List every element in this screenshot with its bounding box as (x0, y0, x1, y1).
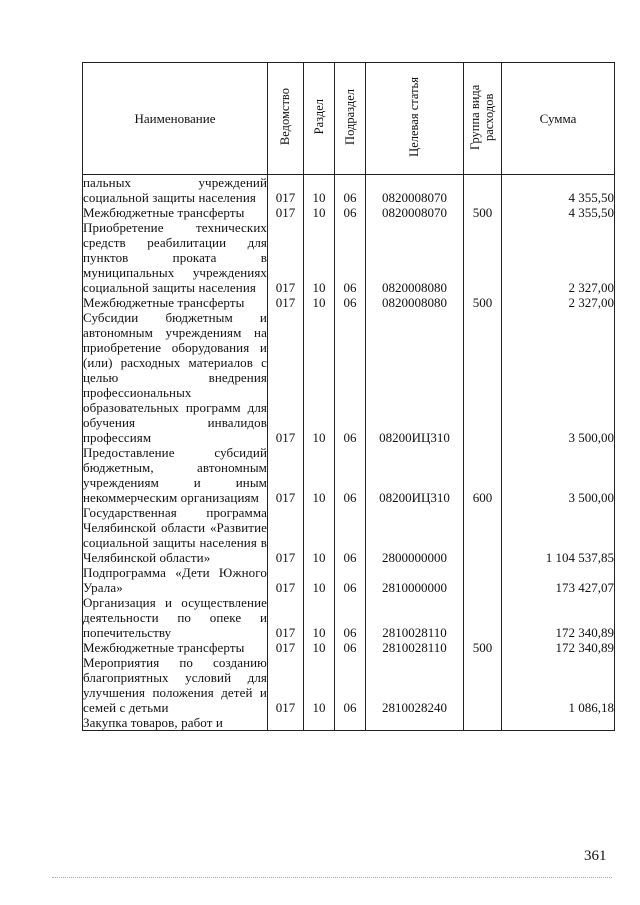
table-header (83, 63, 615, 175)
cell-razdel: 10 (304, 505, 335, 565)
cell-podrazdel: 06 (335, 565, 366, 595)
cell-vedomstvo: 017 (268, 505, 304, 565)
cell-expense-group (464, 220, 502, 295)
cell-razdel: 10 (304, 655, 335, 715)
cell-razdel: 10 (304, 565, 335, 595)
table-row (83, 445, 615, 505)
cell-podrazdel: 06 (335, 310, 366, 445)
cell-vedomstvo: 017 (268, 310, 304, 445)
cell-empty (464, 715, 502, 731)
cell-name: Межбюджетные трансферты (83, 640, 268, 655)
cell-vedomstvo: 017 (268, 295, 304, 310)
table-row (83, 175, 615, 206)
cell-name: Межбюджетные трансферты (83, 295, 268, 310)
cell-name: Закупка товаров, работ и (83, 715, 268, 731)
header-razdel: Раздел (304, 63, 335, 175)
cell-vedomstvo: 017 (268, 445, 304, 505)
cell-podrazdel: 06 (335, 640, 366, 655)
cell-target-article: 2810028110 (366, 595, 464, 640)
cell-empty (502, 715, 615, 731)
footer-divider (52, 877, 612, 878)
cell-razdel: 10 (304, 640, 335, 655)
header-vedomstvo: Ведомство (268, 63, 304, 175)
cell-empty (335, 715, 366, 731)
cell-expense-group (464, 655, 502, 715)
cell-sum: 2 327,00 (502, 220, 615, 295)
cell-empty (366, 715, 464, 731)
cell-podrazdel: 06 (335, 175, 366, 206)
cell-target-article: 0820008080 (366, 220, 464, 295)
cell-expense-group: 500 (464, 205, 502, 220)
cell-expense-group: 500 (464, 640, 502, 655)
table-row (83, 310, 615, 445)
table-row (83, 595, 615, 640)
cell-sum: 172 340,89 (502, 640, 615, 655)
cell-podrazdel: 06 (335, 445, 366, 505)
cell-podrazdel: 06 (335, 220, 366, 295)
cell-name: Государственная программа Челябинской области «Развитие социальной защиты населения в Челябинской области» (83, 505, 267, 565)
cell-target-article: 0820008070 (366, 205, 464, 220)
cell-target-article: 08200ИЦ310 (366, 445, 464, 505)
cell-expense-group (464, 565, 502, 595)
page-number: 361 (584, 848, 607, 864)
cell-vedomstvo: 017 (268, 595, 304, 640)
cell-razdel: 10 (304, 310, 335, 445)
cell-vedomstvo: 017 (268, 220, 304, 295)
cell-expense-group (464, 175, 502, 206)
cell-target-article: 2810028240 (366, 655, 464, 715)
table-row (83, 205, 615, 220)
cell-sum: 4 355,50 (502, 175, 615, 206)
cell-podrazdel: 06 (335, 655, 366, 715)
cell-expense-group (464, 595, 502, 640)
cell-name: Подпрограмма «Дети Южного Урала» (83, 565, 267, 595)
cell-podrazdel: 06 (335, 295, 366, 310)
cell-sum: 3 500,00 (502, 310, 615, 445)
cell-name: Субсидии бюджетным и автономным учреждениям на приобретение оборудования и (или) расходных материалов с целью внедрения профессиональных образовательных программ для обучения инвалидов профессиям (83, 310, 267, 445)
table-row (83, 505, 615, 565)
cell-target-article: 2800000000 (366, 505, 464, 565)
cell-vedomstvo: 017 (268, 205, 304, 220)
cell-name: Предоставление субсидий бюджетным, автономным учреждениям и иным некоммерческим организациям (83, 445, 267, 505)
table-row (83, 220, 615, 295)
cell-podrazdel: 06 (335, 205, 366, 220)
cell-target-article: 0820008070 (366, 175, 464, 206)
cell-razdel: 10 (304, 595, 335, 640)
cell-vedomstvo: 017 (268, 640, 304, 655)
cell-razdel: 10 (304, 295, 335, 310)
cell-empty (268, 715, 304, 731)
table-row (83, 295, 615, 310)
header-name: Наименование (83, 63, 268, 175)
cell-razdel: 10 (304, 220, 335, 295)
cell-name: Межбюджетные трансферты (83, 205, 268, 220)
header-expense-group: Группа вида расходов (464, 63, 502, 175)
cell-sum: 1 104 537,85 (502, 505, 615, 565)
header-sum: Сумма (502, 63, 615, 175)
cell-vedomstvo: 017 (268, 175, 304, 206)
cell-podrazdel: 06 (335, 595, 366, 640)
cell-sum: 172 340,89 (502, 595, 615, 640)
table-row (83, 655, 615, 715)
cell-podrazdel: 06 (335, 505, 366, 565)
cell-expense-group (464, 310, 502, 445)
budget-table (82, 62, 615, 731)
cell-name: Мероприятия по созданию благоприятных условий для улучшения положения детей и семей с детьми (83, 655, 267, 715)
cell-vedomstvo: 017 (268, 655, 304, 715)
cell-sum: 4 355,50 (502, 205, 615, 220)
cell-sum: 3 500,00 (502, 445, 615, 505)
cell-name: пальных учреждений социальной защиты населения (83, 175, 267, 205)
cell-empty (304, 715, 335, 731)
cell-name: Организация и осуществление деятельности по опеке и попечительству (83, 595, 267, 640)
cell-expense-group (464, 505, 502, 565)
cell-target-article: 2810028110 (366, 640, 464, 655)
table-row-continued (83, 715, 615, 731)
cell-target-article: 0820008080 (366, 295, 464, 310)
table-row (83, 640, 615, 655)
header-target-article: Целевая статья (366, 63, 464, 175)
cell-sum: 1 086,18 (502, 655, 615, 715)
cell-vedomstvo: 017 (268, 565, 304, 595)
cell-razdel: 10 (304, 175, 335, 206)
table-body (83, 175, 615, 731)
header-podrazdel: Подраздел (335, 63, 366, 175)
cell-sum: 173 427,07 (502, 565, 615, 595)
cell-target-article: 08200ИЦ310 (366, 310, 464, 445)
cell-name: Приобретение технических средств реабилитации для пунктов проката в муниципальных учреждениях социальной защиты населения (83, 220, 267, 295)
cell-target-article: 2810000000 (366, 565, 464, 595)
cell-razdel: 10 (304, 205, 335, 220)
table-row (83, 565, 615, 595)
cell-razdel: 10 (304, 445, 335, 505)
cell-expense-group: 500 (464, 295, 502, 310)
cell-expense-group: 600 (464, 445, 502, 505)
cell-sum: 2 327,00 (502, 295, 615, 310)
